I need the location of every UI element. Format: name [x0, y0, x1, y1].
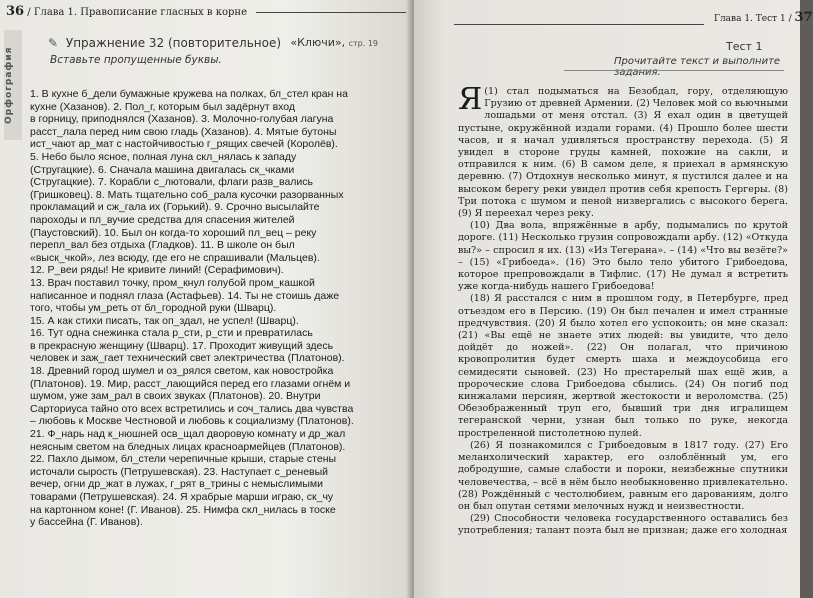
- right-page-number: 37: [794, 10, 813, 25]
- exercise-line: 18. Древний город шумел и оз_рялся светом, как новостройка: [30, 365, 334, 378]
- exercise-line: шумом, уже зам_рал в своих звуках (Платонов). 20. Внутри: [30, 390, 321, 403]
- exercise-line: 15. А как стихи писать, так оп_здал, не успел! (Шварц).: [30, 314, 299, 327]
- right-running-head: Глава 1. Тест 1 / 37: [714, 10, 813, 25]
- test-title: Тест 1: [726, 40, 763, 53]
- left-page-number: 36: [6, 4, 25, 19]
- keys-page: стр. 19: [348, 39, 378, 48]
- test-paragraph: (18) Я расстался с ним в прошлом году, в Петербурге, пред отъездом его в Персию. (19) Он был печален и имел странные предчувствия. (20) Я было хотел его успокоить; он мне сказал: (21) «Вы ещё не знаете этих людей: вы увидите, что дело дойдёт до ножей». (22) Он полагал, что причиною кровопролития будет смерть шаха и междоусобица его семидесяти сыновей. (23) Но престарелый шах ещё жив, а пророческие слова Грибоедова сбылись. (24) Он погиб под кинжалами персиян, жертвой жестокости и вероломства. (25) Обезображенный труп его, бывший три дня игралищем тегеранской черни, узнан был только по руке, некогда простреленной пистолетною пулей.: [458, 293, 788, 439]
- test-paragraph: (29) Способности человека государственного оставались без употребления; талант поэта был не признан; даже его холодная: [458, 513, 788, 537]
- drop-cap: Я: [458, 82, 483, 117]
- exercise-line: кухне (Хазанов). 2. Пол_г, которым был задёрнут вход: [30, 100, 296, 113]
- right-chapter-title: Глава 1. Тест 1: [714, 14, 786, 24]
- exercise-line: человек и заж_гает технический свет электричества (Платонов).: [30, 352, 345, 365]
- test-instruction: Прочитайте текст и выполните задания.: [614, 56, 781, 78]
- exercise-line: вечер, огни др_жат в лужах, г_рят в_трины с немыслимыми: [30, 478, 323, 491]
- exercise-line: на картонном коне! (Г. Иванов). 25. Нимфа скл_нилась в тоске: [30, 503, 336, 516]
- exercise-line: прокламаций и сж_гала их (Горький). 9. Срочно высылайте: [30, 201, 320, 214]
- test-text: [458, 82, 788, 538]
- left-running-head: 36 / Глава 1. Правописание гласных в корне: [6, 4, 556, 19]
- right-page: [414, 0, 813, 598]
- exercise-line: (Платонов). 19. Мир, расст_лающийся перед его глазами огнём и: [30, 377, 351, 390]
- test-paragraph: (1) Я стал подыматься на Безобдал, гору, отделяющую Грузию от древней Армении. (2) Человек мой со вьючными лошадьми от меня отстал. (3) Я ехал один в цветущей пустыне, окружённой издали горами. (4) Прошло более шести часов, и я начал удивляться пространству перехода. (5) Я увидел в стороне груды камней, похожие на сакли, и отправился к ним. (6) В самом деле, я приехал в армянскую деревню. (7) Отдохнув несколько минут, я пустился далее и на высоком берегу реки увидел против себя крепость Гергеры. (8) Три потока с шумом и пеной низвергались с высокого берега. (9) Я переехал через реку.: [458, 82, 788, 220]
- exercise-line: товарами (Петрушевская). 24. Я храбрые марши играю, ск_чу: [30, 491, 334, 503]
- exercise-line: 5. Небо было ясное, полная луна скл_нялась к западу: [30, 150, 297, 163]
- exercise-line: – любовь к Москве Честновой и любовь к социализму (Платонов).: [30, 415, 354, 428]
- exercise-title: Упражнение 32 (повторительное): [65, 36, 282, 50]
- exercise-instruction: Вставьте пропущенные буквы.: [50, 54, 222, 66]
- pencil-icon: ✎: [48, 36, 59, 50]
- left-chapter-title: Глава 1. Правописание гласных в корне: [33, 7, 247, 18]
- exercise-line: 22. Пахло дымом, бл_стели черепичные крыши, старые стены: [30, 453, 337, 466]
- exercise-line: в прекрасную женщину (Шварц). 17. Проходит живущий здесь: [30, 339, 334, 352]
- exercise-line: 1. В кухне б_дели бумажные кружева на полках, бл_стел кран на: [30, 88, 348, 100]
- exercise-line: 21. Ф_нарь над к_нюшней осв_щал дворовую комнату и др_жал: [30, 428, 346, 441]
- instruction-rule: [564, 70, 784, 71]
- exercise-line: 13. Врач поставил точку, пром_кнул голубой пром_кашкой: [30, 276, 315, 289]
- exercise-line: перепл_вал без отдыха (Гладков). 11. В школе он был: [30, 239, 295, 252]
- exercise-header: [48, 36, 378, 50]
- exercise-line: (Паустовский). 10. Был он когда-то хороший пл_вец – реку: [30, 226, 317, 239]
- exercise-line: расст_лала перед ним свою гладь (Хазанов). 4. Мятые бутоны: [30, 125, 337, 138]
- header-rule: [454, 24, 704, 25]
- test-paragraph: (10) Два вола, впряжённые в арбу, подымались по крутой дороге. (11) Несколько грузин сопровождали арбу. (12) «Откуда вы?» – спросил я их. (13) «Из Тегерана». – (14) «Что вы везёте?» – (15) «Грибоеда». (16) Это было тело убитого Грибоедова, которое препровождали в Тифлис. (17) Не думал я встретить уже когда-нибудь нашего Грибоедова!: [458, 220, 788, 293]
- exercise-line: 12. Р_веи ряды! Не кривите линий! (Серафимович).: [30, 264, 284, 277]
- exercise-line: (Стругацкие). 6. Сначала машина двигалась ск_чками: [30, 163, 295, 176]
- exercise-line: (Стругацкие). 7. Корабли с_лютовали, флаги разв_вались: [30, 176, 314, 189]
- exercise-text: [30, 88, 368, 529]
- exercise-line: пароходы и пл_вучие средства для спасения жителей: [30, 213, 295, 226]
- exercise-line: (Гришковец). 8. Мать тщательно соб_рала кусочки разорванных: [30, 188, 344, 201]
- test-paragraph: (26) Я познакомился с Грибоедовым в 1817 году. (27) Его меланхолический характер, его озлоблённый ум, его добродушие, самые слабости и пороки, неизбежные спутники человечества, – всё в нём было необыкновенно привлекательно. (28) Рождённый с честолюбием, равным его дарованиям, долго он был опутан сетями мелочных нужд и неизвестности.: [458, 439, 788, 512]
- keys-reference: «Ключи», стр. 19: [290, 36, 378, 49]
- exercise-line: написанное и поднял глаза (Астафьев). 14. Ты не стоишь даже: [30, 289, 340, 302]
- exercise-line: «выск_чкой», лез всюду, где его не спрашивали (Мальцев).: [30, 251, 320, 264]
- exercise-line: Сарториуса тайно ото всех встретились и соч_тались два чувства: [30, 402, 354, 415]
- exercise-line: 16. Тут одна снежинка стала р_сти, р_сти и превратилась: [30, 327, 313, 340]
- side-tab: Орфография: [4, 30, 22, 140]
- exercise-line: того, чтобы ум_реть от бл_городной руки (Шварц).: [30, 302, 277, 315]
- exercise-line: у бассейна (Г. Иванов).: [30, 516, 143, 529]
- exercise-line: ист_чают ар_мат с настойчивостью г_рящих свечей (Королёв).: [30, 138, 338, 151]
- exercise-line: источали сырость (Петрушевская). 23. Наступает с_реневый: [30, 465, 329, 478]
- exercise-line: в горницу, приподнялся (Хазанов). 3. Молочно-голубая лагуна: [30, 113, 334, 126]
- exercise-line: неясным светом на бледных лицах красноармейцев (Платонов).: [30, 440, 346, 453]
- keys-label: «Ключи»: [290, 36, 342, 49]
